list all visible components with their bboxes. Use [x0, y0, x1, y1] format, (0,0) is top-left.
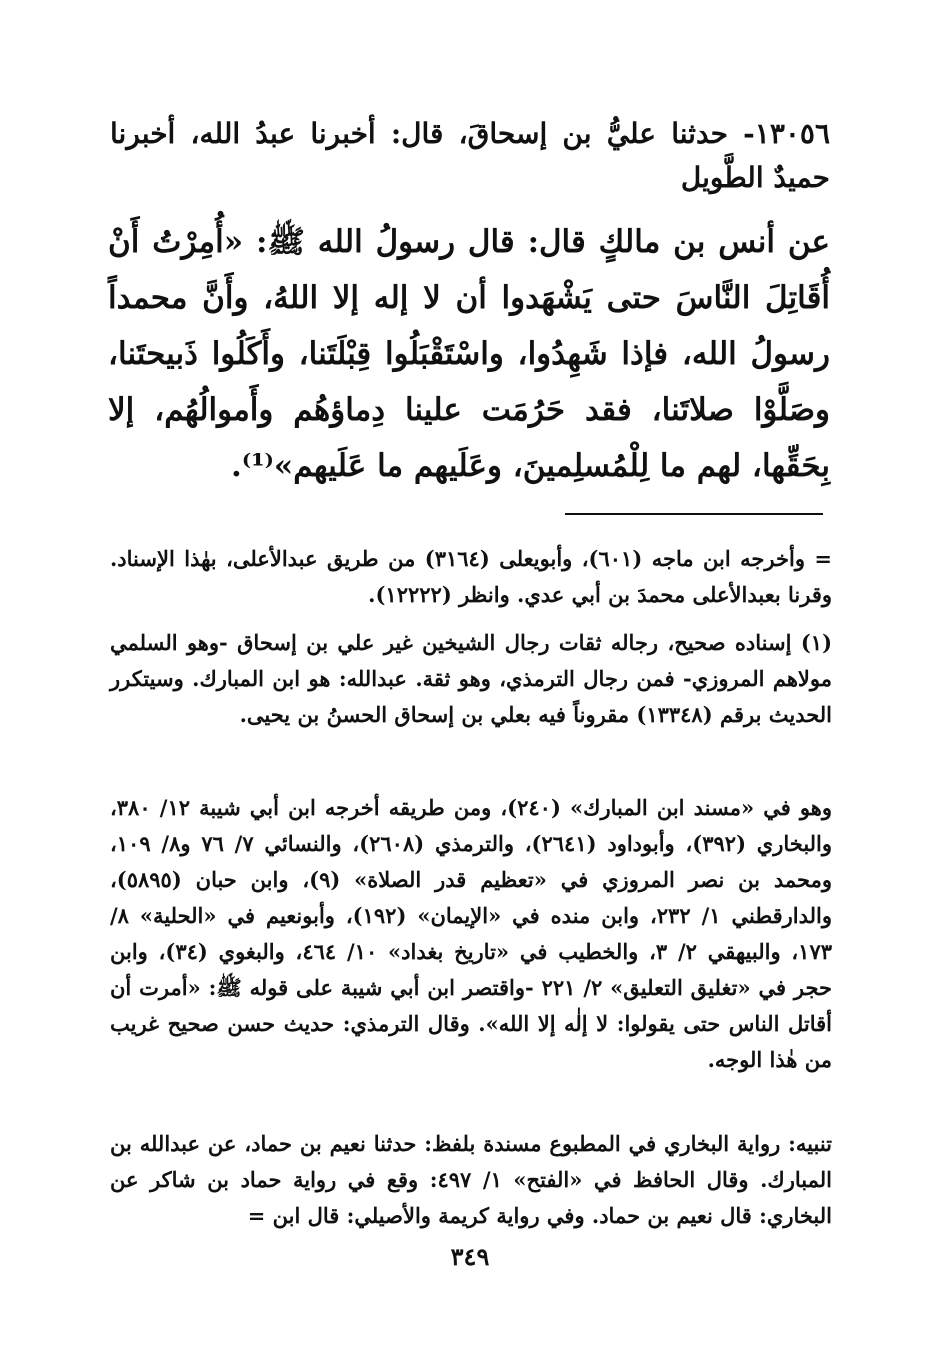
footnote-1-sources: [110, 790, 832, 1078]
footnote-tanbih-text: تنبيه: رواية البخاري في المطبوع مسندة بلفظ: حدثنا نعيم بن حماد، عن عبدالله بن المبارك. وقال الحافظ في «الفتح» ١/ ٤٩٧: وقع في رواية حماد بن شاكر عن البخاري: قال نعيم بن حماد. وفي رواية كريمة والأصيلي: قال ابن =: [110, 1131, 832, 1228]
footnote-1-sources-text: وهو في «مسند ابن المبارك» (٢٤٠)، ومن طريقه أخرجه ابن أبي شيبة ١٢/ ٣٨٠، والبخاري (٣٩٢)، وأبوداود (٢٦٤١)، والترمذي (٢٦٠٨)، والنسائي ٧/ ٧٦ و٨/ ١٠٩، ومحمد بن نصر المروزي في «تعظيم قدر الصلاة» (٩)، وابن حبان (٥٨٩٥)، والدارقطني ١/ ٢٣٢، وابن منده في «الإيمان» (١٩٢)، وأبونعيم في «الحلية» ٨/ ١٧٣، والبيهقي ٢/ ٣، والخطيب في «تاريخ بغداد» ١٠/ ٤٦٤، والبغوي (٣٤)، وابن حجر في «تغليق التعليق» ٢/ ٢٢١ -واقتصر ابن أبي شيبة على قوله ﷺ: «أمرت أن أقاتل الناس حتى يقولوا: لا إلٰه إلا الله». وقال الترمذي: حديث حسن صحيح غريب من هٰذا الوجه.: [110, 795, 833, 1072]
hadith-text: عن أنس بن مالكٍ قال: قال رسولُ الله ﷺ: «أُمِرْتُ أَنْ أُقَاتِلَ النَّاسَ حتى يَشْهَدوا أن لا إله إلا اللهُ، وأَنَّ محمداً رسولُ الله، فإذا شَهِدُوا، واسْتَقْبَلُوا قِبْلَتَنا، وأَكَلُوا ذَبيحتَنا، وصَلَّوْا صلاتَنا، فقد حَرُمَت علينا دِماؤهُم وأَموالُهُم، إلا بِحَقِّها، لهم ما لِلْمُسلِمينَ، وعَلَيهم ما عَلَيهم»⁽¹⁾.: [108, 224, 830, 484]
footnote-1-text: (١) إسناده صحيح، رجاله ثقات رجال الشيخين غير علي بن إسحاق -وهو السلمي مولاهم المروزي- فمن رجال الترمذي، وهو ثقة. عبدالله: هو ابن المبارك. وسيتكرر الحديث برقم (١٣٣٤٨) مقروناً فيه بعلي بن إسحاق الحسنُ بن يحيى.: [110, 630, 832, 727]
footnote-continuation: [110, 541, 832, 613]
footnote-continuation-text: = وأخرجه ابن ماجه (٦٠١)، وأبويعلى (٣١٦٤) من طريق عبدالأعلى، بهٰذا الإسناد. وقرنا بعبدالأعلى محمدَ بن أبي عدي. وانظر (١٢٢٢٢).: [110, 546, 832, 607]
hadith-heading: ١٣٠٥٦- حدثنا عليُّ بن إسحاقَ، قال: أخبرنا عبدُ الله، أخبرنا حميدٌ الطَّويل: [110, 117, 830, 194]
footnote-1: [110, 625, 832, 733]
page-number: ٣٤٩: [450, 1242, 490, 1271]
footnote-tanbih: [110, 1126, 832, 1234]
footnote-separator: [565, 513, 823, 515]
